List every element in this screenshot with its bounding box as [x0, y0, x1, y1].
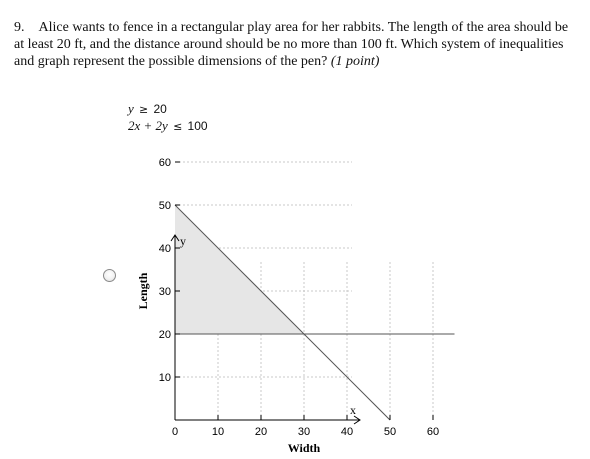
y-tick-label-10: 10 [158, 372, 171, 384]
y-tick-label-30: 30 [158, 286, 171, 298]
x-tick-label-0: 0 [171, 426, 179, 438]
inequality-2-rhs: 100 [187, 119, 208, 133]
inequality-1-lhs: y [128, 101, 134, 116]
y-tick-label-50: 50 [158, 200, 171, 212]
x-tick-label-20: 20 [254, 426, 268, 438]
x-tick-label-30: 30 [297, 426, 311, 438]
y-axis-variable: y [180, 234, 186, 248]
y-axis-title: Length [136, 272, 150, 310]
inequality-2-lhs: 2x + 2y [128, 118, 168, 133]
y-tick-label-40: 40 [158, 243, 171, 255]
inequality-1-rhs: 20 [153, 102, 167, 116]
question-number: 9. [14, 20, 25, 35]
question-text: Alice wants to fence in a rectangular play area for her rabbits. The length of the area should be at least 20 ft, and the distance around should be no more than 100 ft. Which system of inequalities and graph represent the possible dimensions of the pen? [14, 20, 569, 69]
y-tick-label-60: 60 [158, 157, 171, 169]
x-tick-label-60: 60 [426, 426, 440, 438]
y-tick-label-20: 20 [158, 329, 171, 341]
x-axis-variable: x [350, 403, 356, 417]
x-tick-label-40: 40 [340, 426, 354, 438]
inequality-2-operator: ≤ [173, 120, 183, 133]
question-points: (1 point) [330, 54, 380, 69]
x-axis-title: Width [287, 441, 321, 455]
x-tick-label-50: 50 [383, 426, 397, 438]
inequality-1-operator: ≥ [139, 103, 149, 116]
x-tick-label-10: 10 [211, 426, 225, 438]
